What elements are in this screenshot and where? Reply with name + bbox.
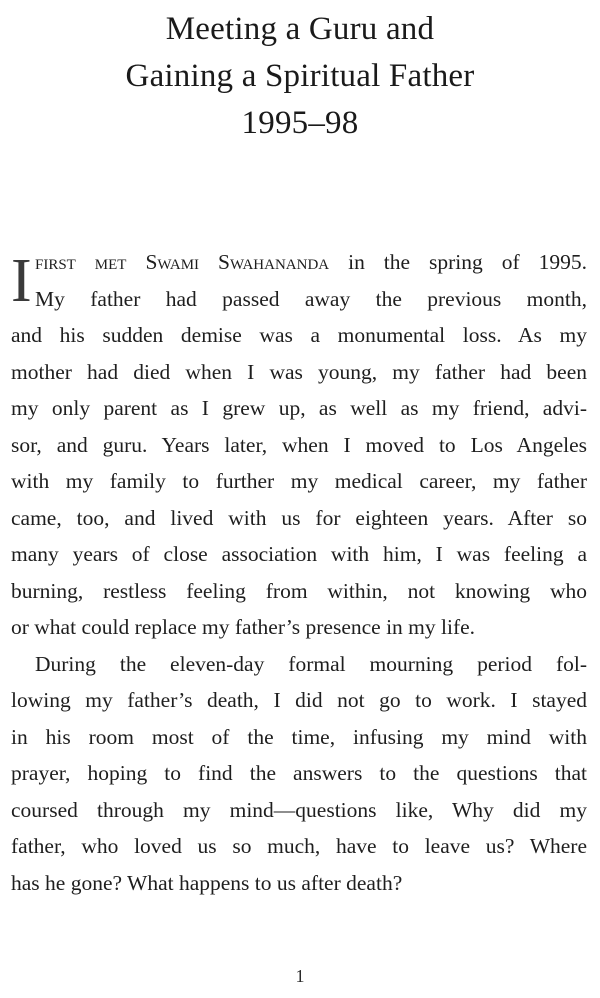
opening-small-caps: first met Swami Swahananda	[35, 250, 330, 274]
paragraph-1-line-2: My father had passed away the previous month,	[35, 286, 587, 311]
chapter-body	[11, 244, 587, 901]
paragraph-1-line-6: sor, and guru. Years later, when I moved to Los Angeles	[11, 432, 587, 457]
paragraph-2-line-3: in his room most of the time, infusing my mind with	[11, 724, 587, 749]
paragraph-2-line-4: prayer, hoping to find the answers to the questions that	[11, 761, 587, 785]
page-number: 1	[295, 966, 305, 986]
paragraph-1-line-5: my only parent as I grew up, as well as my friend, advi-	[11, 396, 587, 420]
chapter-title	[0, 6, 600, 147]
paragraph-2-line-7: has he gone? What happens to us after death?	[11, 870, 403, 895]
paragraph-2-line-1: During the eleven-day formal mourning period fol-	[35, 651, 587, 676]
paragraph-2-line-6: father, who loved us so much, have to leave us? Where	[11, 834, 587, 858]
chapter-title-line-1: Meeting a Guru and	[165, 11, 435, 47]
paragraph-2-line-2: lowing my father’s death, I did not go to work. I stayed	[11, 688, 587, 712]
paragraph-2-line-5: coursed through my mind—questions like, Why did my	[11, 797, 587, 822]
chapter-title-years: 1995–98	[241, 105, 359, 141]
paragraph-1-line-10: burning, restless feeling from within, not knowing who	[11, 578, 587, 603]
paragraph-1-line-7: with my family to further my medical career, my father	[11, 469, 587, 493]
drop-cap: I	[11, 247, 32, 315]
paragraph-1-line-4: mother had died when I was young, my father had been	[11, 359, 587, 384]
paragraph-1-line-3: and his sudden demise was a monumental loss. As my	[11, 323, 587, 347]
paragraph-1-line-8: came, too, and lived with us for eighteen years. After so	[11, 505, 587, 530]
opening-rest: in the spring of 1995.	[348, 250, 587, 274]
chapter-title-line-2: Gaining a Spiritual Father	[125, 58, 475, 94]
paragraph-1-line-11: or what could replace my father’s presence in my life.	[11, 615, 476, 639]
paragraph-1-line-9: many years of close association with him, I was feeling a	[11, 542, 587, 566]
